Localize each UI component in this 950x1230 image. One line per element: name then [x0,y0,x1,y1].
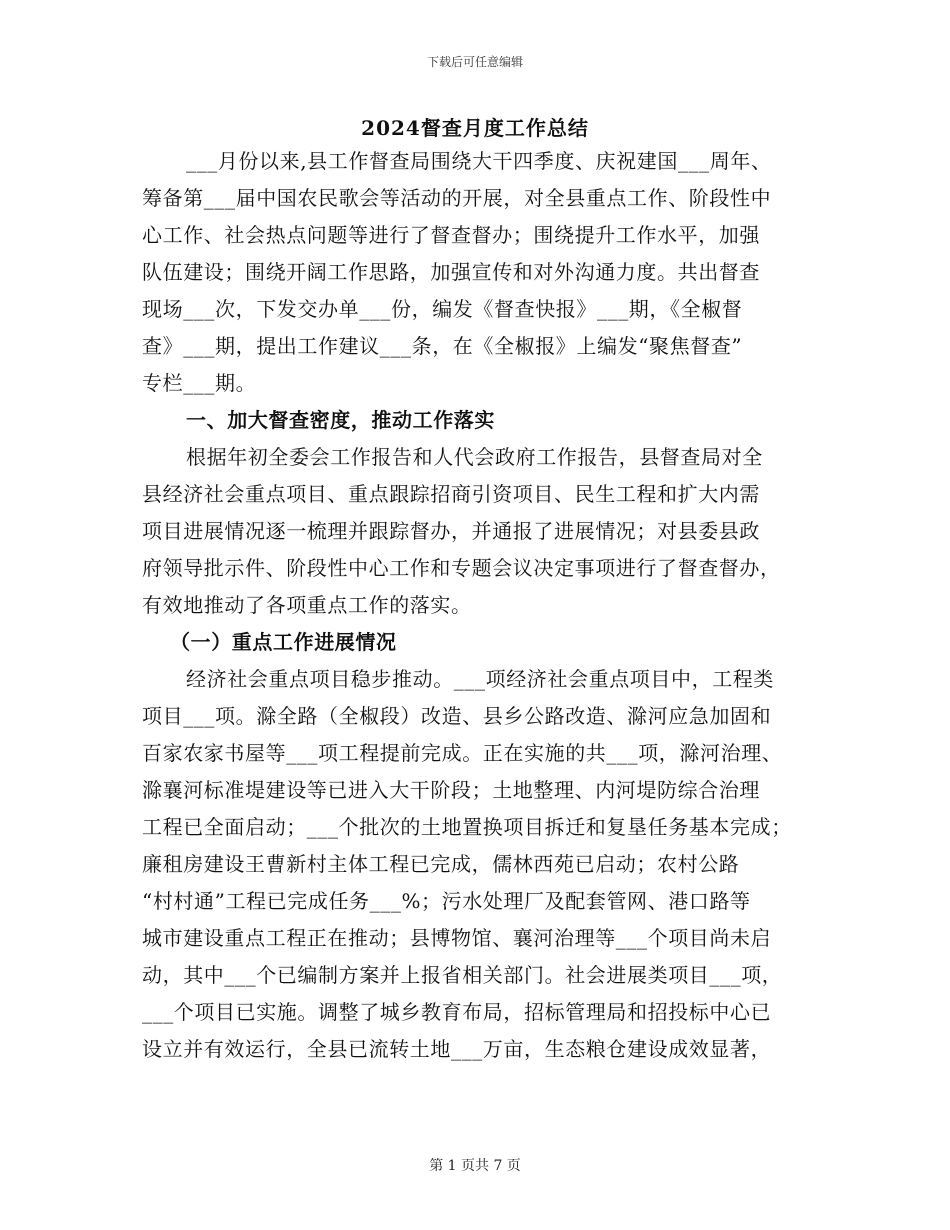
page-footer: 第 1 页共 7 页 [429,1158,521,1174]
paragraph-line: 县经济社会重点项目、重点跟踪招商引资项目、民生工程和扩大内需 [142,482,760,506]
paragraph-line: 廉租房建设王曹新村主体工程已完成，儒林西苑已启动；农村公路 [142,852,740,876]
paragraph-line: 查》___期，提出工作建议___条，在《全椒报》上编发“聚焦督查” [142,334,743,358]
paragraph-line: 项目___项。滁全路（全椒段）改造、县乡公路改造、滁河应急加固和 [142,704,772,728]
paragraph-line: 根据年初全委会工作报告和人代会政府工作报告，县督查局对全 [186,445,763,469]
paragraph-line: “村村通”工程已完成任务___%；污水处理厂及配套管网、港口路等 [142,889,751,913]
page-header: 下载后可任意编辑 [426,55,523,69]
paragraph-line: ___月份以来,县工作督查局围绕大干四季度、庆祝建国___周年、 [186,149,772,173]
paragraph-line: 现场___次，下发交办单___份，编发《督查快报》___期，《全椒督 [142,297,743,321]
paragraph-line: 心工作、社会热点问题等进行了督查督办；围绕提升工作水平，加强 [142,223,760,247]
paragraph-line: 城市建设重点工程正在推动；县博物馆、襄河治理等___个项目尚未启 [142,926,772,950]
paragraph-line: 府领导批示件、阶段性中心工作和专题会议决定事项进行了督查督办， [142,556,781,580]
paragraph-line: 设立并有效运行，全县已流转土地___万亩，生态粮仓建设成效显著， [142,1037,772,1061]
subsection-heading-1: （一）重点工作进展情况 [170,630,397,654]
section1-paragraph [142,439,808,624]
paragraph-line: 百家农家书屋等___项工程提前完成。正在实施的共___项，滁河治理、 [142,741,783,765]
paragraph-line: 滁襄河标准堤建设等已进入大干阶段；土地整理、内河堤防综合治理 [142,778,760,802]
document-title: 2024督查月度工作总结 [361,116,589,140]
paragraph-line: 动，其中___个已编制方案并上报省相关部门。社会进展类项目___项， [142,963,783,987]
paragraph-line: 工程已全面启动；___个批次的土地置换项目拆迁和复垦任务基本完成； [142,815,792,839]
paragraph-line: 筹备第___届中国农民歌会等活动的开展，对全县重点工作、阶段性中 [142,186,772,210]
paragraph-line: 队伍建设；围绕开阔工作思路，加强宣传和对外沟通力度。共出督查 [142,260,760,284]
paragraph-line: 专栏___期。 [142,371,257,395]
intro-paragraph [142,143,808,402]
document-body [142,113,808,1068]
section-heading-1: 一、加大督查密度，推动工作落实 [186,408,495,432]
paragraph-line: 经济社会重点项目稳步推动。___项经济社会重点项目中，工程类 [186,667,774,691]
paragraph-line: ___个项目已实施。调整了城乡教育布局，招标管理局和招投标中心已 [142,1000,772,1024]
paragraph-line: 有效地推动了各项重点工作的落实。 [142,593,472,617]
subsection1-paragraph [142,661,808,1068]
paragraph-line: 项目进展情况逐一梳理并跟踪督办，并通报了进展情况；对县委县政 [142,519,760,543]
